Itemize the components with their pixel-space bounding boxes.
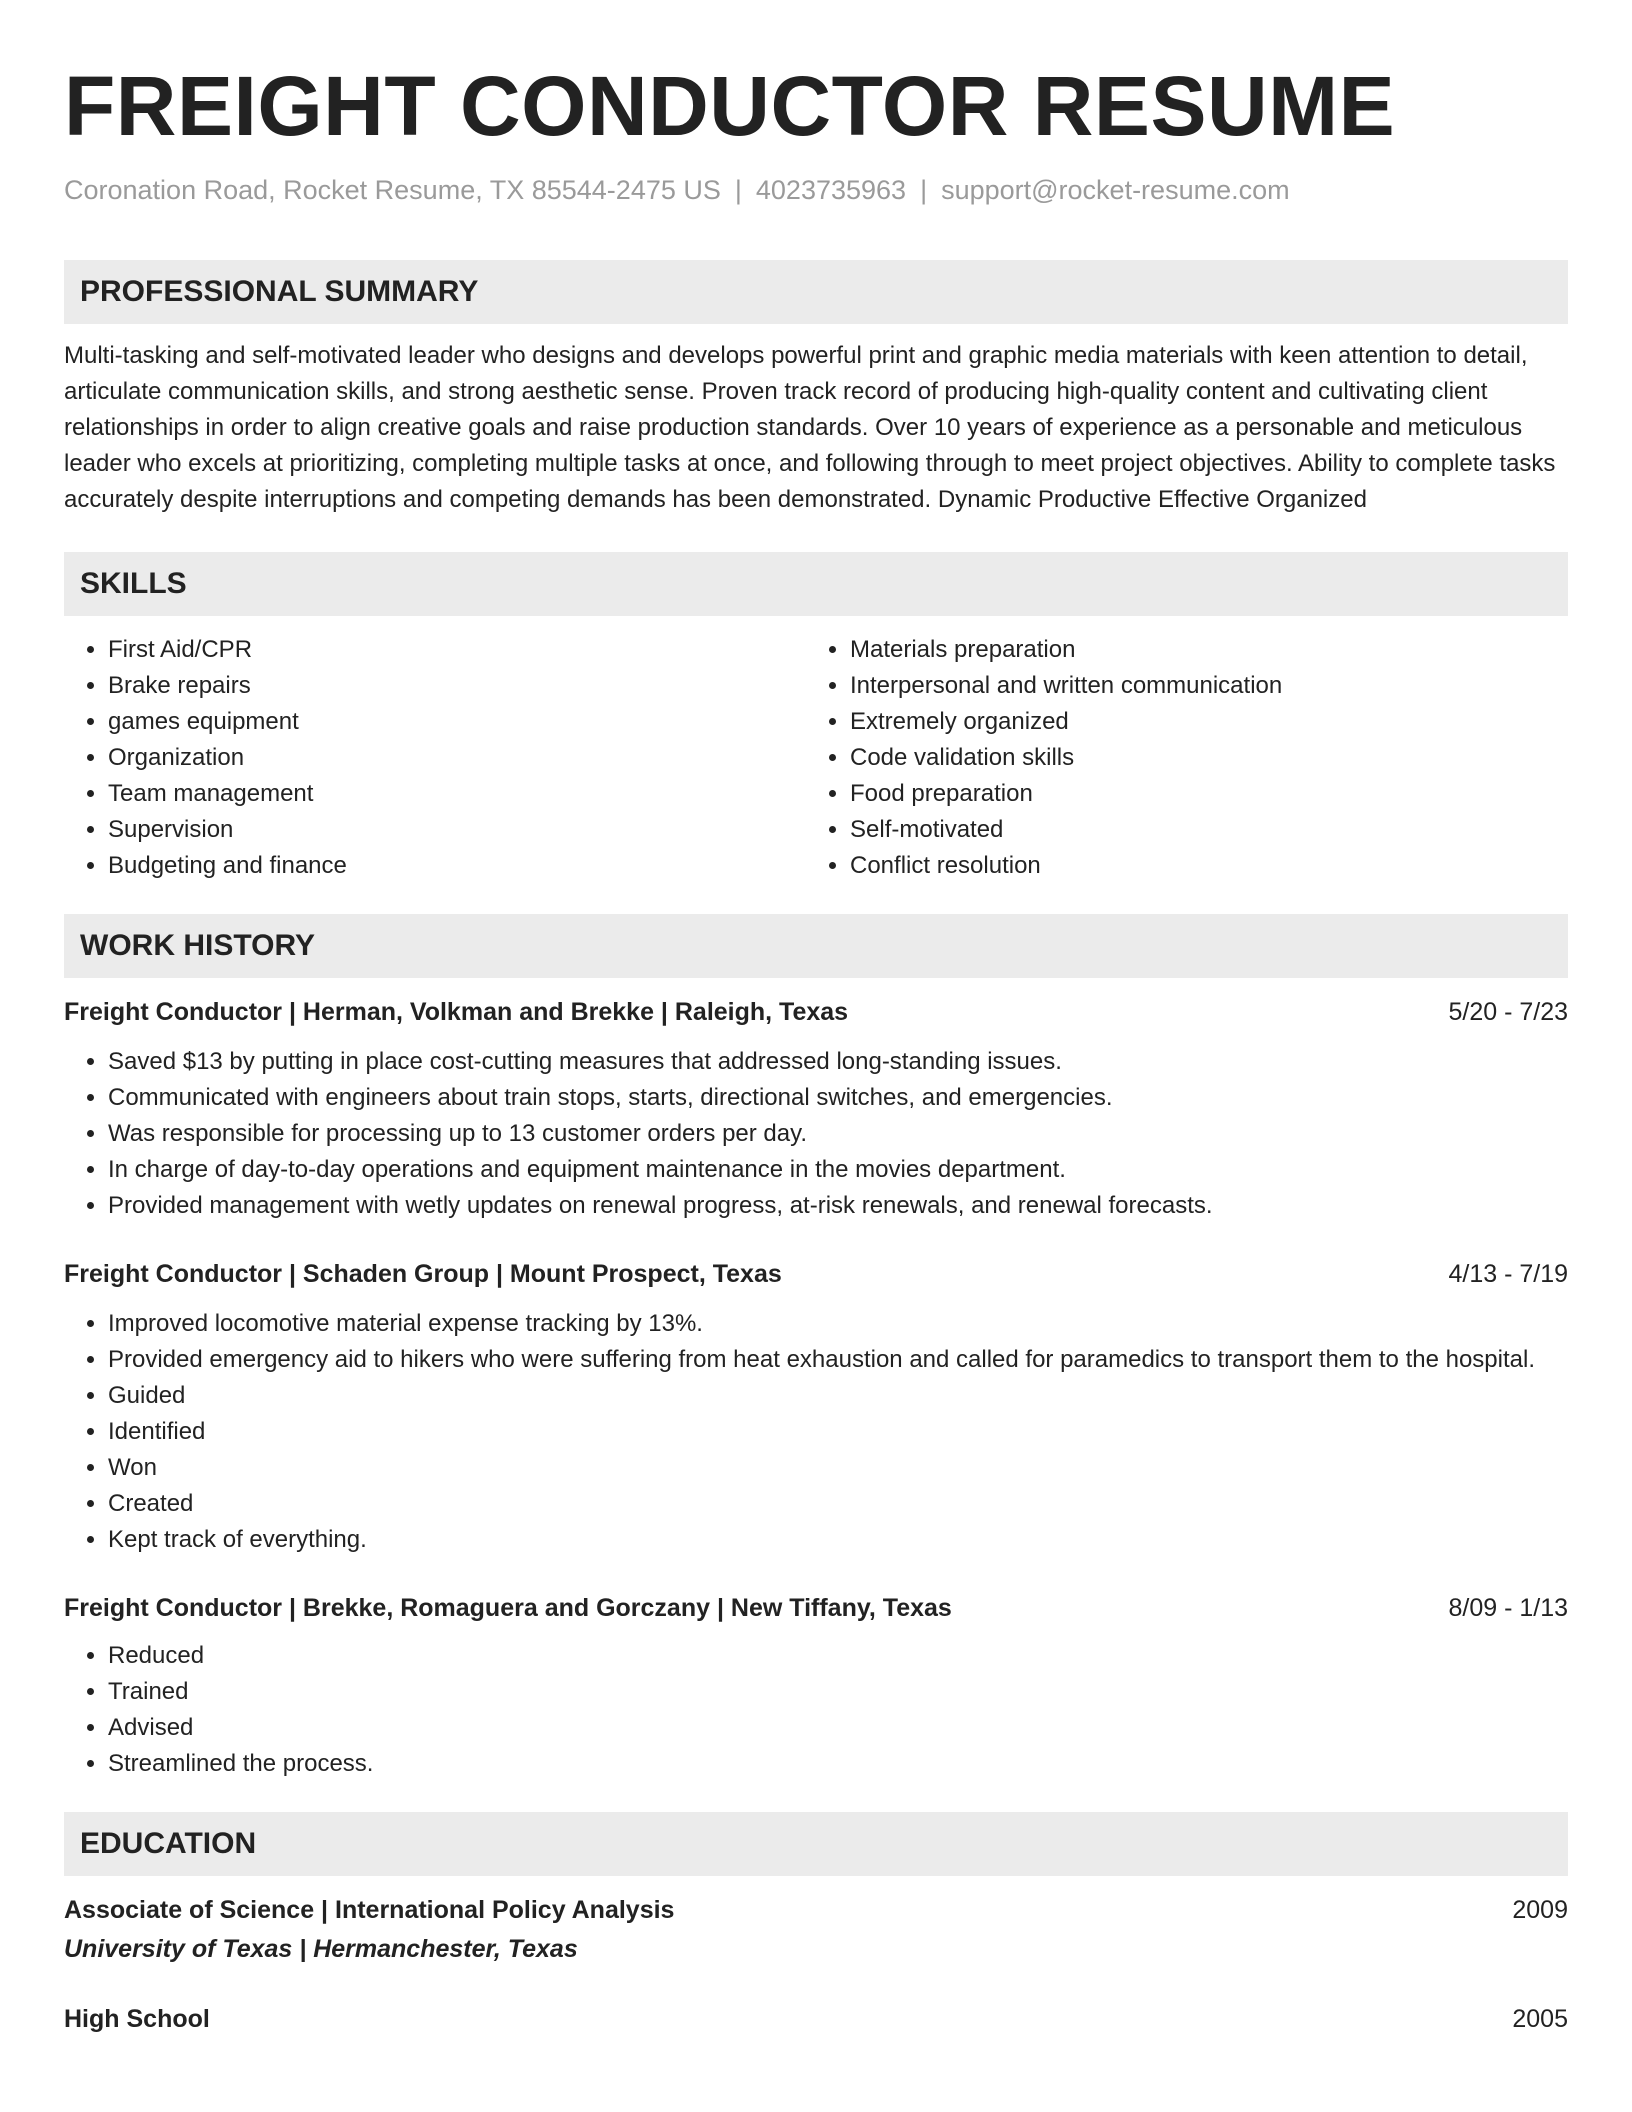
skill-item: • Code validation skills (850, 740, 1548, 776)
contact-separator: | (920, 175, 928, 205)
skill-item: • Organization (108, 740, 806, 776)
education-header (64, 1892, 1568, 1928)
job-bullet: • Communicated with engineers about train stops, starts, directional switches, and emergencies. (108, 1080, 1568, 1116)
skills-column-left (64, 632, 806, 884)
job-bullet: • Trained (108, 1674, 1568, 1710)
job-dates: 5/20 - 7/23 (1448, 998, 1568, 1026)
summary-text: Multi-tasking and self-motivated leader who designs and develops powerful print and graphic media materials with keen attention to detail, articulate communication skills, and strong aesthetic sense. Proven track record of producing high-quality content and cultivating client relationships in order to align creative goals and raise production standards. Over 10 years of experience as a personable and meticulous leader who excels at prioritizing, completing multiple tasks at once, and following through to meet project objectives. Ability to complete tasks accurately despite interruptions and competing demands has been demonstrated. Dynamic Productive Effective Organized (64, 342, 1556, 513)
job-dates: 8/09 - 1/13 (1448, 1594, 1568, 1622)
skill-item: • Brake repairs (108, 668, 806, 704)
contact-email: support@rocket-resume.com (941, 175, 1290, 205)
job-bullet: • In charge of day-to-day operations and equipment maintenance in the movies department. (108, 1152, 1568, 1188)
job-header (64, 1590, 1568, 1626)
job-bullet: • Saved $13 by putting in place cost-cutting measures that addressed long-standing issues. (108, 1044, 1568, 1080)
resume-page (64, 0, 1568, 2037)
education-entry (64, 2001, 1568, 2037)
skill-item: • Self-motivated (850, 812, 1548, 848)
contact-separator: | (734, 175, 742, 205)
job-bullets (64, 1044, 1568, 1224)
education-degree: Associate of Science | International Policy Analysis (64, 1896, 675, 1924)
job-bullet: • Streamlined the process. (108, 1746, 1568, 1782)
education-school: University of Texas | Hermanchester, Texas (64, 1935, 578, 1963)
job-bullet: • Provided management with wetly updates on renewal progress, at-risk renewals, and renewal forecasts. (108, 1188, 1568, 1224)
skill-item: • First Aid/CPR (108, 632, 806, 668)
job-entry (64, 1256, 1568, 1558)
job-bullet: • Improved locomotive material expense tracking by 13%. (108, 1306, 1568, 1342)
contact-phone: 4023735963 (755, 175, 907, 205)
job-bullet: • Provided emergency aid to hikers who were suffering from heat exhaustion and called for paramedics to transport them to the hospital. (108, 1342, 1568, 1378)
job-entry (64, 994, 1568, 1224)
education-heading: EDUCATION (64, 1812, 1568, 1876)
job-bullet: • Identified (108, 1414, 1568, 1450)
skill-item: • Conflict resolution (850, 848, 1548, 884)
skill-item: • Supervision (108, 812, 806, 848)
education-year: 2005 (1512, 2005, 1568, 2033)
skill-item: • Materials preparation (850, 632, 1548, 668)
job-title: Freight Conductor | Herman, Volkman and Brekke | Raleigh, Texas (64, 998, 849, 1026)
skills-grid (64, 632, 1568, 884)
skills-column-right (806, 632, 1548, 884)
job-dates: 4/13 - 7/19 (1448, 1260, 1568, 1288)
education-year: 2009 (1512, 1896, 1568, 1924)
job-bullet: • Guided (108, 1378, 1568, 1414)
job-title: Freight Conductor | Schaden Group | Mount Prospect, Texas (64, 1260, 782, 1288)
resume-title: FREIGHT CONDUCTOR RESUME (64, 59, 1396, 153)
skill-item: • games equipment (108, 704, 806, 740)
job-bullet: • Kept track of everything. (108, 1522, 1568, 1558)
skills-heading: SKILLS (64, 552, 1568, 616)
skill-item: • Food preparation (850, 776, 1548, 812)
job-header (64, 994, 1568, 1030)
contact-line (64, 172, 1568, 208)
job-bullets (64, 1306, 1568, 1558)
job-bullet: • Created (108, 1486, 1568, 1522)
skill-item: • Interpersonal and written communication (850, 668, 1548, 704)
summary-heading: PROFESSIONAL SUMMARY (64, 260, 1568, 324)
job-bullets (64, 1638, 1568, 1782)
work-history-heading: WORK HISTORY (64, 914, 1568, 978)
job-title: Freight Conductor | Brekke, Romaguera and Gorczany | New Tiffany, Texas (64, 1594, 952, 1622)
job-bullet: • Won (108, 1450, 1568, 1486)
education-header (64, 2001, 1568, 2037)
skill-item: • Extremely organized (850, 704, 1548, 740)
job-header (64, 1256, 1568, 1292)
contact-address: Coronation Road, Rocket Resume, TX 85544-2475 US (64, 175, 721, 205)
skill-item: • Budgeting and finance (108, 848, 806, 884)
education-degree: High School (64, 2005, 210, 2033)
job-bullet: • Reduced (108, 1638, 1568, 1674)
education-entry (64, 1892, 1568, 1967)
job-bullet: • Was responsible for processing up to 13 customer orders per day. (108, 1116, 1568, 1152)
skill-item: • Team management (108, 776, 806, 812)
job-bullet: • Advised (108, 1710, 1568, 1746)
job-entry (64, 1590, 1568, 1782)
